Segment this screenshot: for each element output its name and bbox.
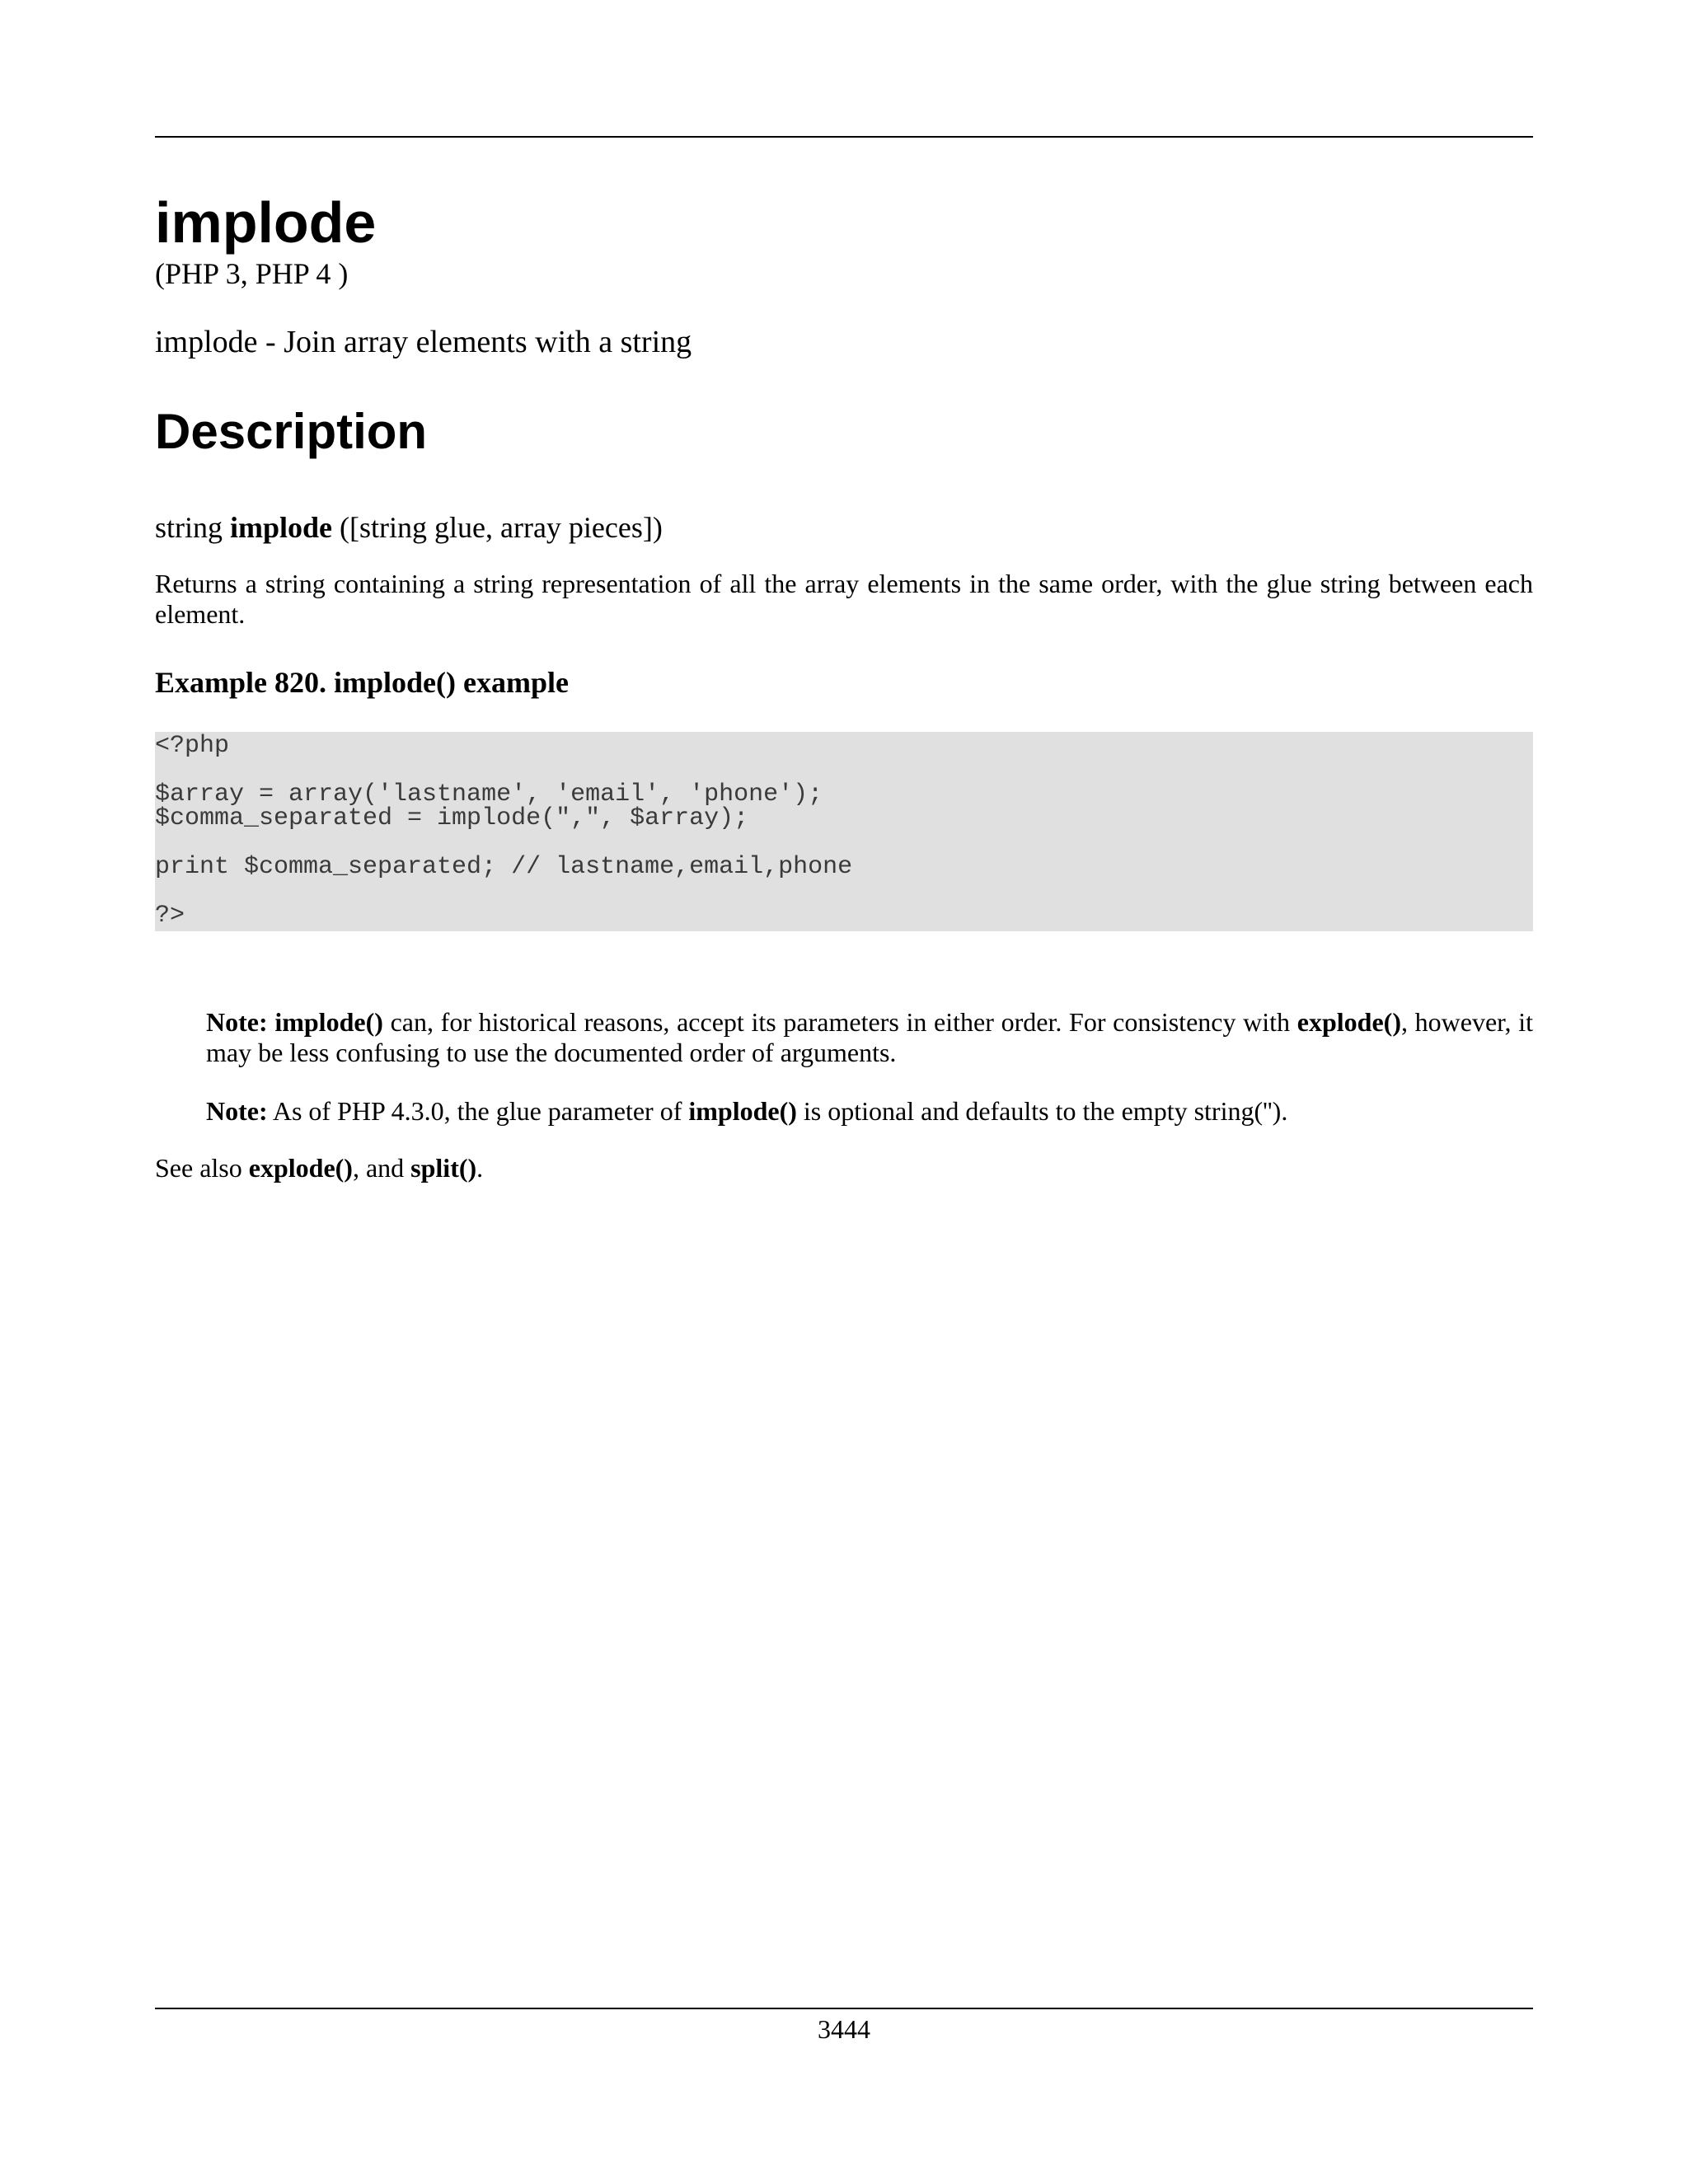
description-heading: Description [155,404,428,459]
see-also-separator: , and [352,1153,411,1183]
description-text: Returns a string containing a string representation of all the array elements in the same order, with the glue string between each element. [155,569,1533,629]
synopsis-params: ([string glue, array pieces]) [340,511,663,544]
see-also-prefix: See also [155,1153,249,1183]
note-optional-glue [206,1096,1533,1127]
note-function-ref: implode() [274,1007,383,1037]
see-also-link-explode[interactable]: explode() [248,1153,353,1183]
function-title: implode [155,190,377,255]
note-label: Note: [206,1096,268,1126]
see-also [155,1153,483,1183]
function-synopsis [155,509,663,546]
synopsis-function-name: implode [230,511,333,544]
see-also-suffix: . [476,1153,484,1183]
example-title: Example 820. implode() example [155,666,569,699]
note-parameter-order [206,1007,1533,1068]
note-text: can, for historical reasons, accept its parameters in either order. For consistency with [382,1007,1297,1037]
version-info: (PHP 3, PHP 4 ) [155,257,349,290]
note-label: Note: [206,1007,268,1037]
note-function-ref: explode() [1296,1007,1401,1037]
code-line: $comma_separated = implode(",", $array); [155,804,749,832]
synopsis-return-type: string [155,511,223,544]
bottom-rule [155,2008,1533,2009]
function-purpose: implode - Join array elements with a string [155,325,692,359]
document-page [155,0,1533,2184]
see-also-link-split[interactable]: split() [410,1153,477,1183]
code-line: print $comma_separated; // lastname,email,phone [155,853,853,881]
page-number: 3444 [818,2014,870,2044]
note-text: , however, it may be less confusing to use the documented order of arguments. [206,1007,1534,1067]
note-text: is optional and defaults to the empty string(''). [796,1096,1288,1126]
code-line: ?> [155,902,185,930]
note-function-ref: implode() [688,1096,797,1126]
code-line: <?php [155,732,230,760]
code-line: $array = array('lastname', 'email', 'phone'); [155,780,823,808]
note-text: As of PHP 4.3.0, the glue parameter of [267,1096,689,1126]
code-block [155,732,1533,931]
top-rule [155,136,1533,138]
